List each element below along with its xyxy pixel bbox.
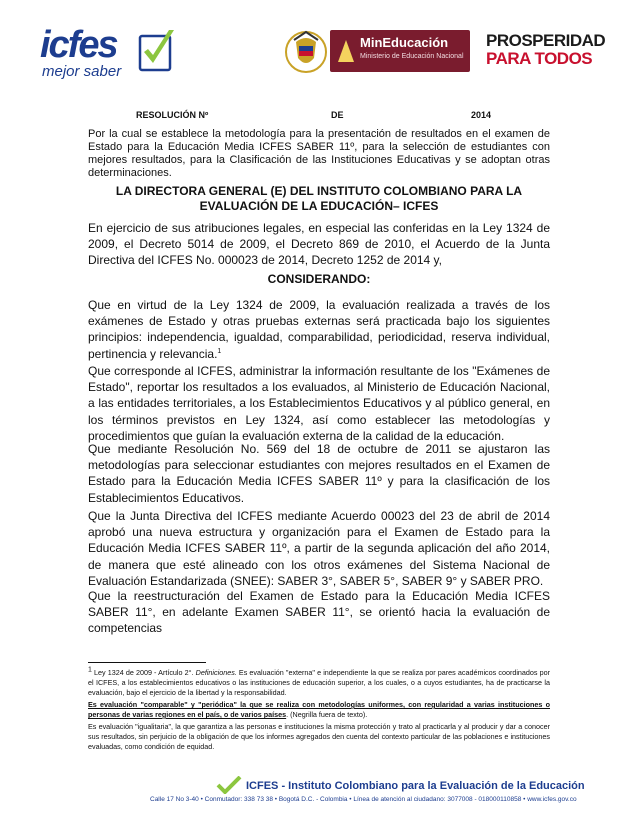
footnote-underlined: Es evaluación "comparable" y "periódica" la que se realiza con metodologías uniformes, con regularidad a varias instituciones o personas de varias regiones en el país, o de varios países	[88, 700, 550, 719]
footer-title: ICFES - Instituto Colombiano para la Evaluación de la Educación	[246, 780, 585, 792]
resolution-year: 2014	[471, 110, 492, 120]
prosperidad-line1: PROSPERIDAD	[486, 31, 606, 50]
footnote-rule	[88, 662, 206, 663]
footnote-text-1: Es evaluación "externa" e independiente la que se realiza por pares académicos coordinados por el ICFES, a los establecimientos educativos o las instituciones de educación superior, a los cuales, o a cuyos estudiantes, ha de practicarse la evaluación, bajo el ejercicio de la libertad y la responsabilidad.	[88, 668, 551, 697]
icfes-tagline: mejor saber	[42, 63, 122, 80]
resolution-intro: Por la cual se establece la metodología para la presentación de resultados en el examen de Estado para la Educación Media ICFES SABER 11º, para la selección de estudiantes con mejores resultados, para la Clasificación de las Instituciones Educativas y se adoptan otras determinaciones.	[88, 128, 550, 179]
footnote-lead-italic: Definiciones.	[195, 668, 237, 677]
icfes-logo	[40, 26, 180, 82]
director-heading-line1: LA DIRECTORA GENERAL (E) DEL INSTITUTO COLOMBIANO PARA LA	[115, 184, 523, 198]
paragraph-1	[88, 297, 550, 362]
icfes-logo-text: icfes	[40, 24, 117, 66]
footnote-underlined-block	[88, 700, 550, 720]
mineducacion-logo	[330, 30, 470, 72]
paragraph-4: Que la Junta Directiva del ICFES mediante Acuerdo 00023 del 23 de abril de 2014 aprobó una nueva estructura y organización para el Examen de Estado para la Educación Media ICFES SABER 11º, a partir de la segunda aplicación del año 2014, de manera que esté alineado con los otros exámenes del Sistema Nacional de Evaluación Estandarizada (SNEE): SABER 3°, SABER 5°, SABER 9° y SABER PRO.	[88, 509, 550, 588]
considerando-heading: CONSIDERANDO:	[267, 272, 371, 286]
powers-paragraph: En ejercicio de sus atribuciones legales, en especial las conferidas en la Ley 1324 de 2009, el Decreto 5014 de 2009, el Decreto 869 de 2010, el Acuerdo de la Junta Directiva del ICFES No. 000023 de 2014, Decreto 1252 de 2014 y,	[88, 221, 550, 268]
director-heading	[88, 184, 550, 214]
icfes-footer-icon	[216, 776, 242, 794]
footnote-after-underlined: . (Negrilla fuera de texto).	[286, 710, 368, 719]
colombia-seal-icon	[284, 28, 328, 76]
paragraph-1-text: Que en virtud de la Ley 1324 de 2009, la evaluación realizada a través de los exámenes de Estado y otras pruebas externas será practicada bajo los siguientes principios: independencia, igualdad, comparabilidad, periodicidad, reserva individual, pertinencia y relevancia.	[88, 298, 550, 361]
director-heading-line2: EVALUACIÓN DE LA EDUCACIÓN– ICFES	[199, 199, 439, 213]
footnote-text-2: Es evaluación "igualitaria", la que garantiza a las personas e instituciones la misma protección y trato al practicarla y al producir y dar a conocer sus resultados, sin perjuicio de la obligación de que los informes agregados den cuenta del contexto particular de las poblaciones e instituciones evaluadas, como condición de equidad.	[88, 722, 550, 751]
footnote-lead: Ley 1324 de 2009 - Artículo 2°.	[94, 668, 194, 677]
footnote-1	[88, 668, 550, 698]
prosperidad-logo	[486, 32, 606, 68]
resolution-label: RESOLUCIÓN Nº	[136, 110, 209, 120]
prosperidad-line2: PARA TODOS	[486, 49, 593, 68]
footnote-number: 1	[88, 666, 92, 674]
ministry-emblem-icon	[336, 38, 356, 64]
footer-contact: Calle 17 No 3-40 • Conmutador: 338 73 38 • Bogotá D.C. - Colombia • Línea de atención al ciudadano: 3077008 - 018000110858 • www.icfes.gov.co	[150, 796, 577, 803]
mineducacion-subtitle: Ministerio de Educación Nacional	[360, 53, 464, 60]
paragraph-3: Que mediante Resolución No. 569 del 18 de octubre de 2011 se ajustaron las metodologías para seleccionar estudiantes con mejores resultados en el Examen de Estado para la Educación Media ICFES SABER 11º y para la clasificación de los Establecimientos Educativos.	[88, 442, 550, 505]
footnote-ref: 1	[217, 347, 222, 355]
resolution-de: DE	[331, 110, 344, 120]
mineducacion-title: MinEducación	[360, 35, 449, 50]
checkmark-icon	[138, 28, 176, 76]
paragraph-5: Que la reestructuración del Examen de Estado para la Educación Media ICFES SABER 11°, en adelante Examen SABER 11°, se orientó hacia la evaluación de competencias	[88, 589, 550, 636]
paragraph-2: Que corresponde al ICFES, administrar la información resultante de los "Exámenes de Estado", reportar los resultados a los evaluados, al Ministerio de Educación Nacional, a las entidades territoriales, a los Establecimientos Educativos y al público general, en los términos previstos en Ley 1324, así como establecer las metodologías y procedimientos que guían la evaluación externa de la calidad de la educación.	[88, 364, 550, 443]
